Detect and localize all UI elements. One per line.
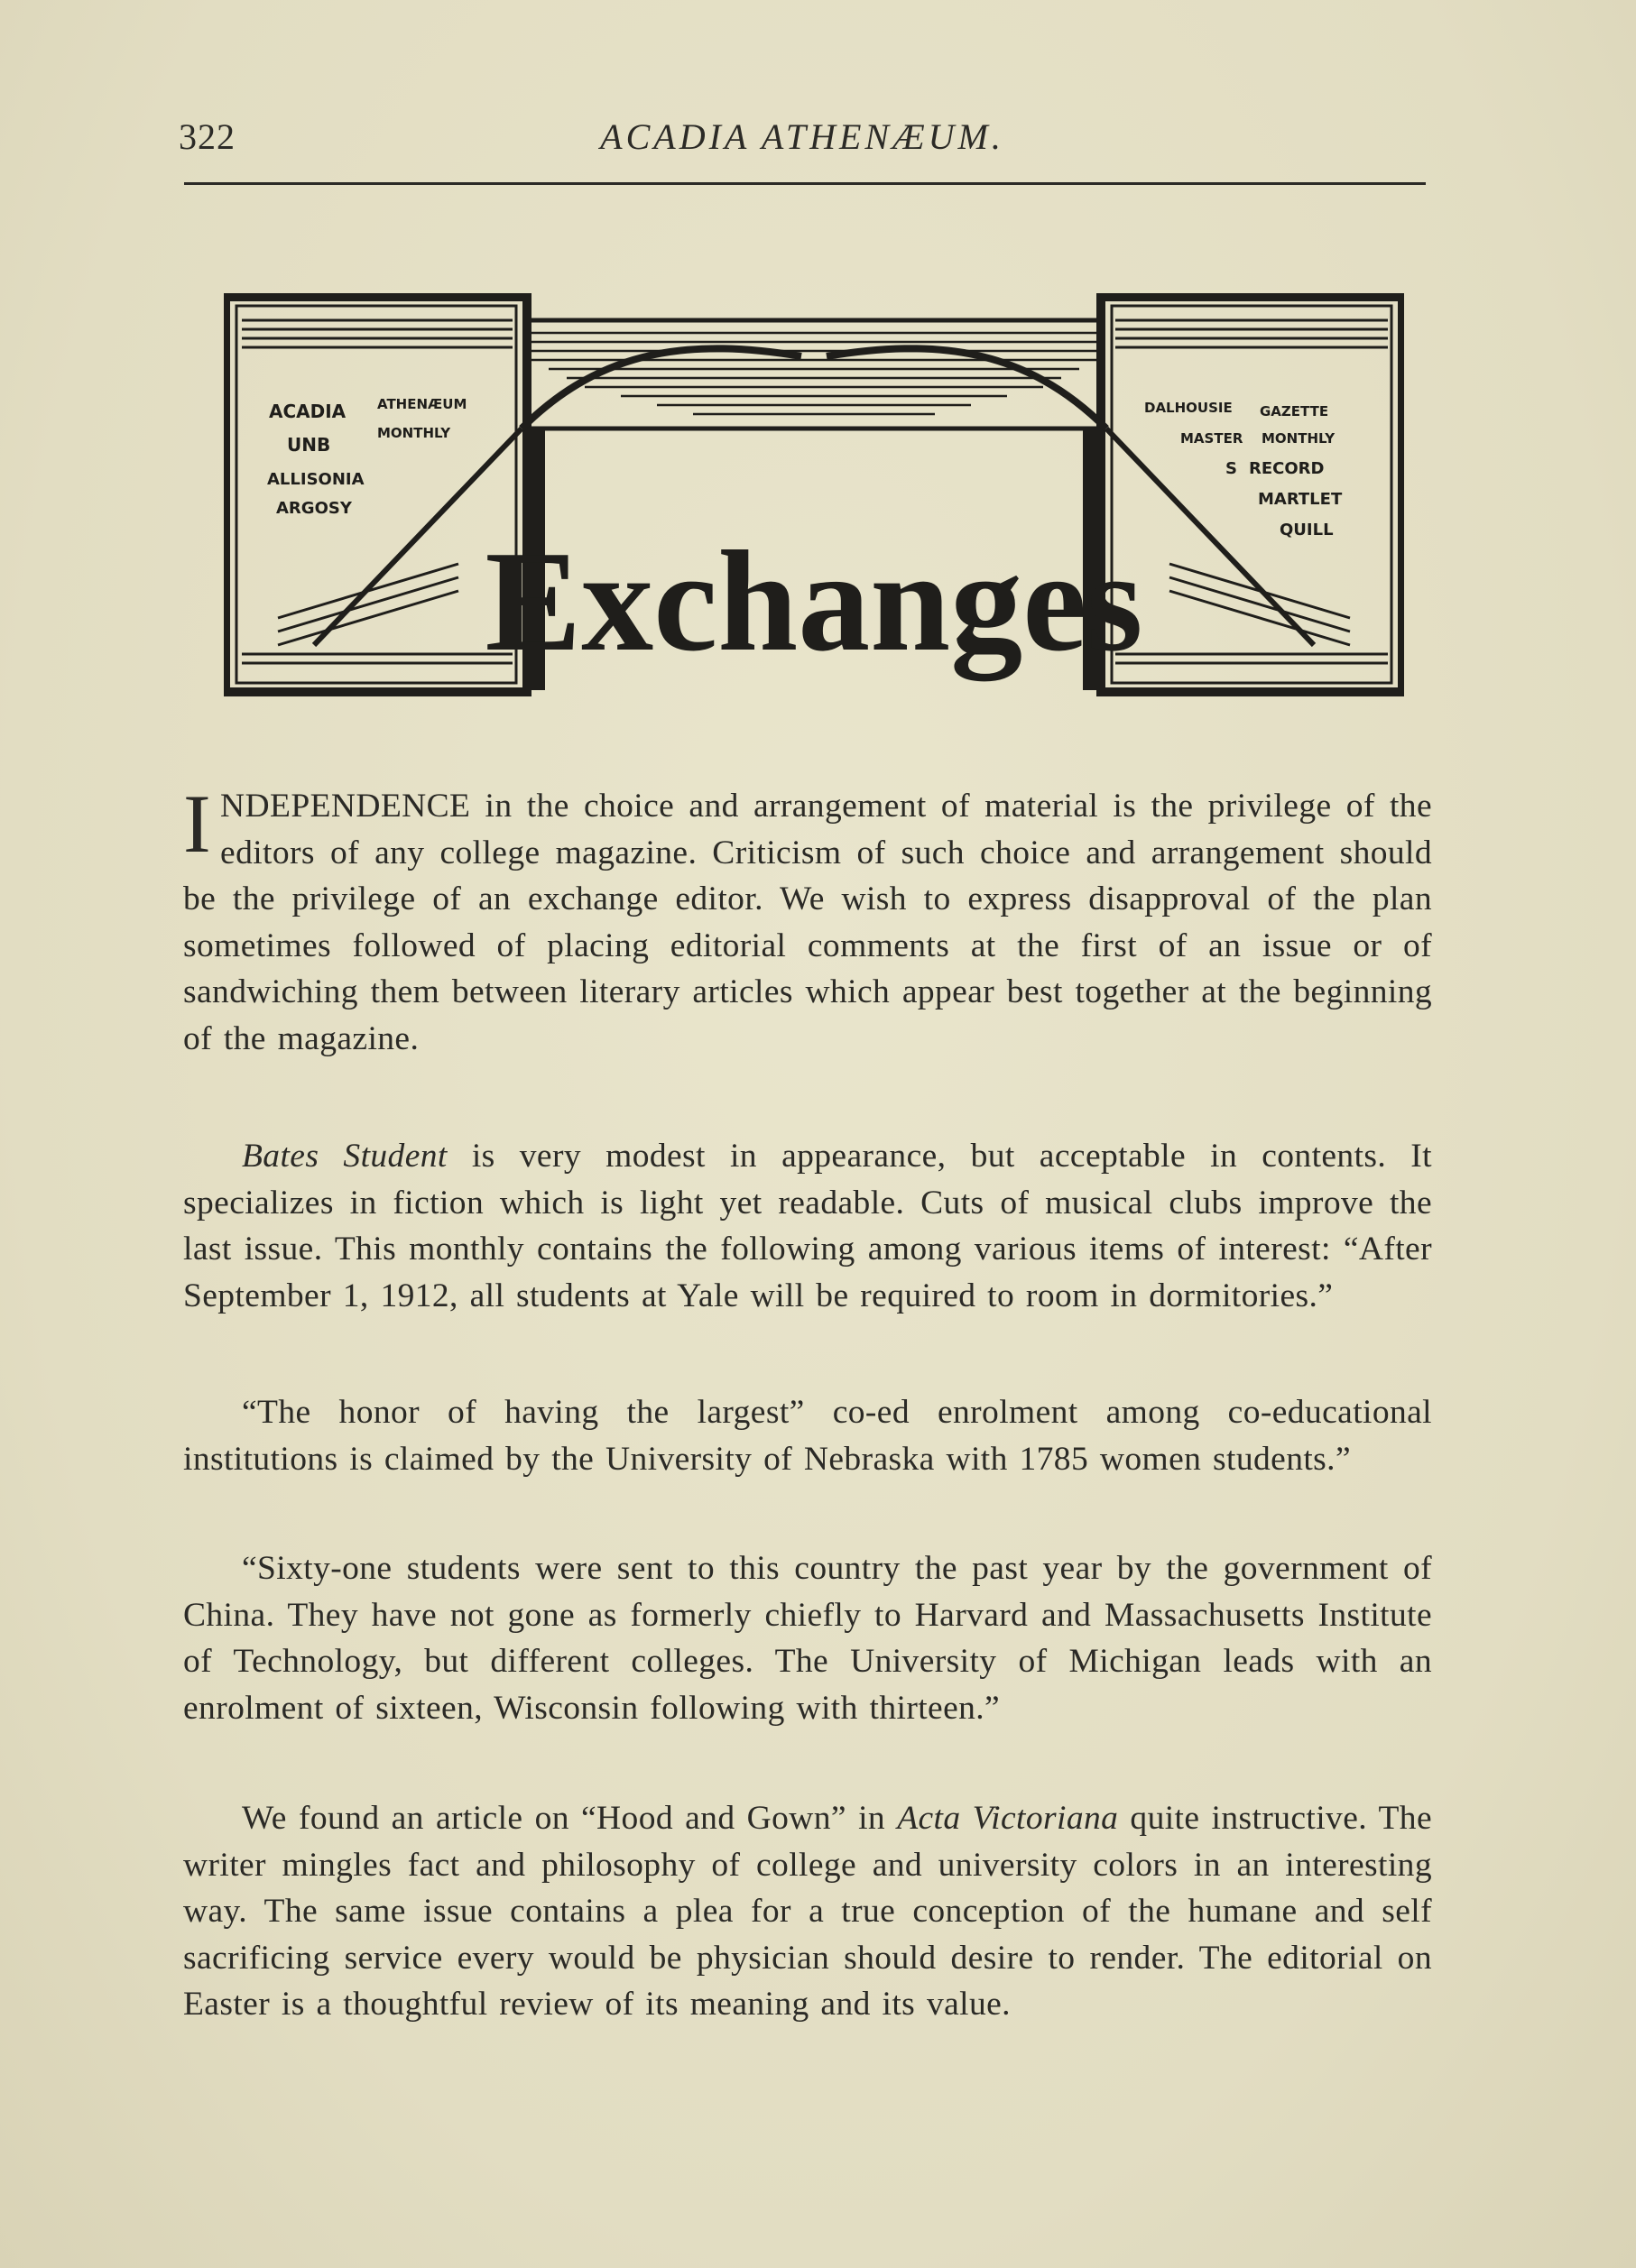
banner-label: GAZETTE: [1260, 403, 1329, 419]
banner-label: MONTHLY: [377, 425, 451, 441]
banner-label: UNB: [287, 434, 331, 456]
drop-cap: I: [183, 778, 212, 870]
banner-label: MASTER: [1180, 430, 1243, 447]
page-header: [179, 115, 1426, 166]
running-title: ACADIA ATHENÆUM.: [600, 116, 1004, 157]
paragraph-2: [183, 1133, 1432, 1319]
banner-illustration: [224, 293, 1404, 699]
paragraph-4: “Sixty-one students were sent to this country the past year by the government of China. They have not gone as formerly chiefly to Harvard and Massachusetts Institute of Technology, but different colleges. The University of Michigan leads with an enrolment of sixteen, Wisconsin following with thirteen.”: [183, 1550, 1432, 1727]
banner-title: Exchanges: [485, 521, 1143, 681]
paragraph-1-text: NDEPENDENCE in the choice and arrangement of material is the privilege of the editors of any college magazine. Criticism of such choice and arrangement should be the privilege of an exchange editor. We wish to express disapproval of the plan sometimes followed of placing editorial comments at the first of an issue or of sandwiching them between literary articles which appear best together at the beginning of the magazine.: [183, 788, 1432, 1057]
banner-label: ARGOSY: [276, 499, 352, 518]
banner-label: MONTHLY: [1262, 430, 1336, 447]
banner-label: MARTLET: [1258, 490, 1343, 509]
page-number: 322: [179, 116, 236, 157]
exchanges-banner: [224, 293, 1404, 699]
paragraph-2-text: is very modest in appearance, but acceptable in contents. It specializes in fiction which is light yet readable. Cuts of musical clubs improve the last issue. This monthly contains the following among various items of interest: “After September 1, 1912, all students at Yale will be required to room in dormitories.”: [183, 1138, 1432, 1314]
banner-label: QUILL: [1280, 521, 1334, 539]
banner-label: ALLISONIA: [267, 470, 365, 489]
header-rule: [184, 182, 1426, 185]
paragraph-3: “The honor of having the largest” co-ed enrolment among co-educational institutions is claimed by the University of Nebraska with 1785 women students.”: [183, 1394, 1432, 1478]
banner-label: ATHENÆUM: [377, 396, 467, 412]
paragraph-5: [183, 1795, 1432, 2028]
paragraph-5-text: quite instructive. The writer mingles fact and philosophy of college and university colors in an interesting way. The same issue contains a plea for a true conception of the humane and self sacrificing service every would be physician should desire to render. The editorial on Easter is a thoughtful review of its meaning and its value.: [183, 1800, 1432, 2023]
magazine-title: Bates Student: [242, 1138, 448, 1175]
banner-label: RECORD: [1249, 459, 1325, 478]
paragraph-1: [183, 778, 1432, 1062]
banner-label: DALHOUSIE: [1144, 400, 1233, 416]
banner-label: ACADIA: [269, 401, 347, 422]
magazine-title: Acta Victoriana: [897, 1800, 1119, 1837]
paragraph-5-start: We found an article on “Hood and Gown” in: [242, 1800, 898, 1837]
banner-label: S: [1225, 459, 1237, 478]
